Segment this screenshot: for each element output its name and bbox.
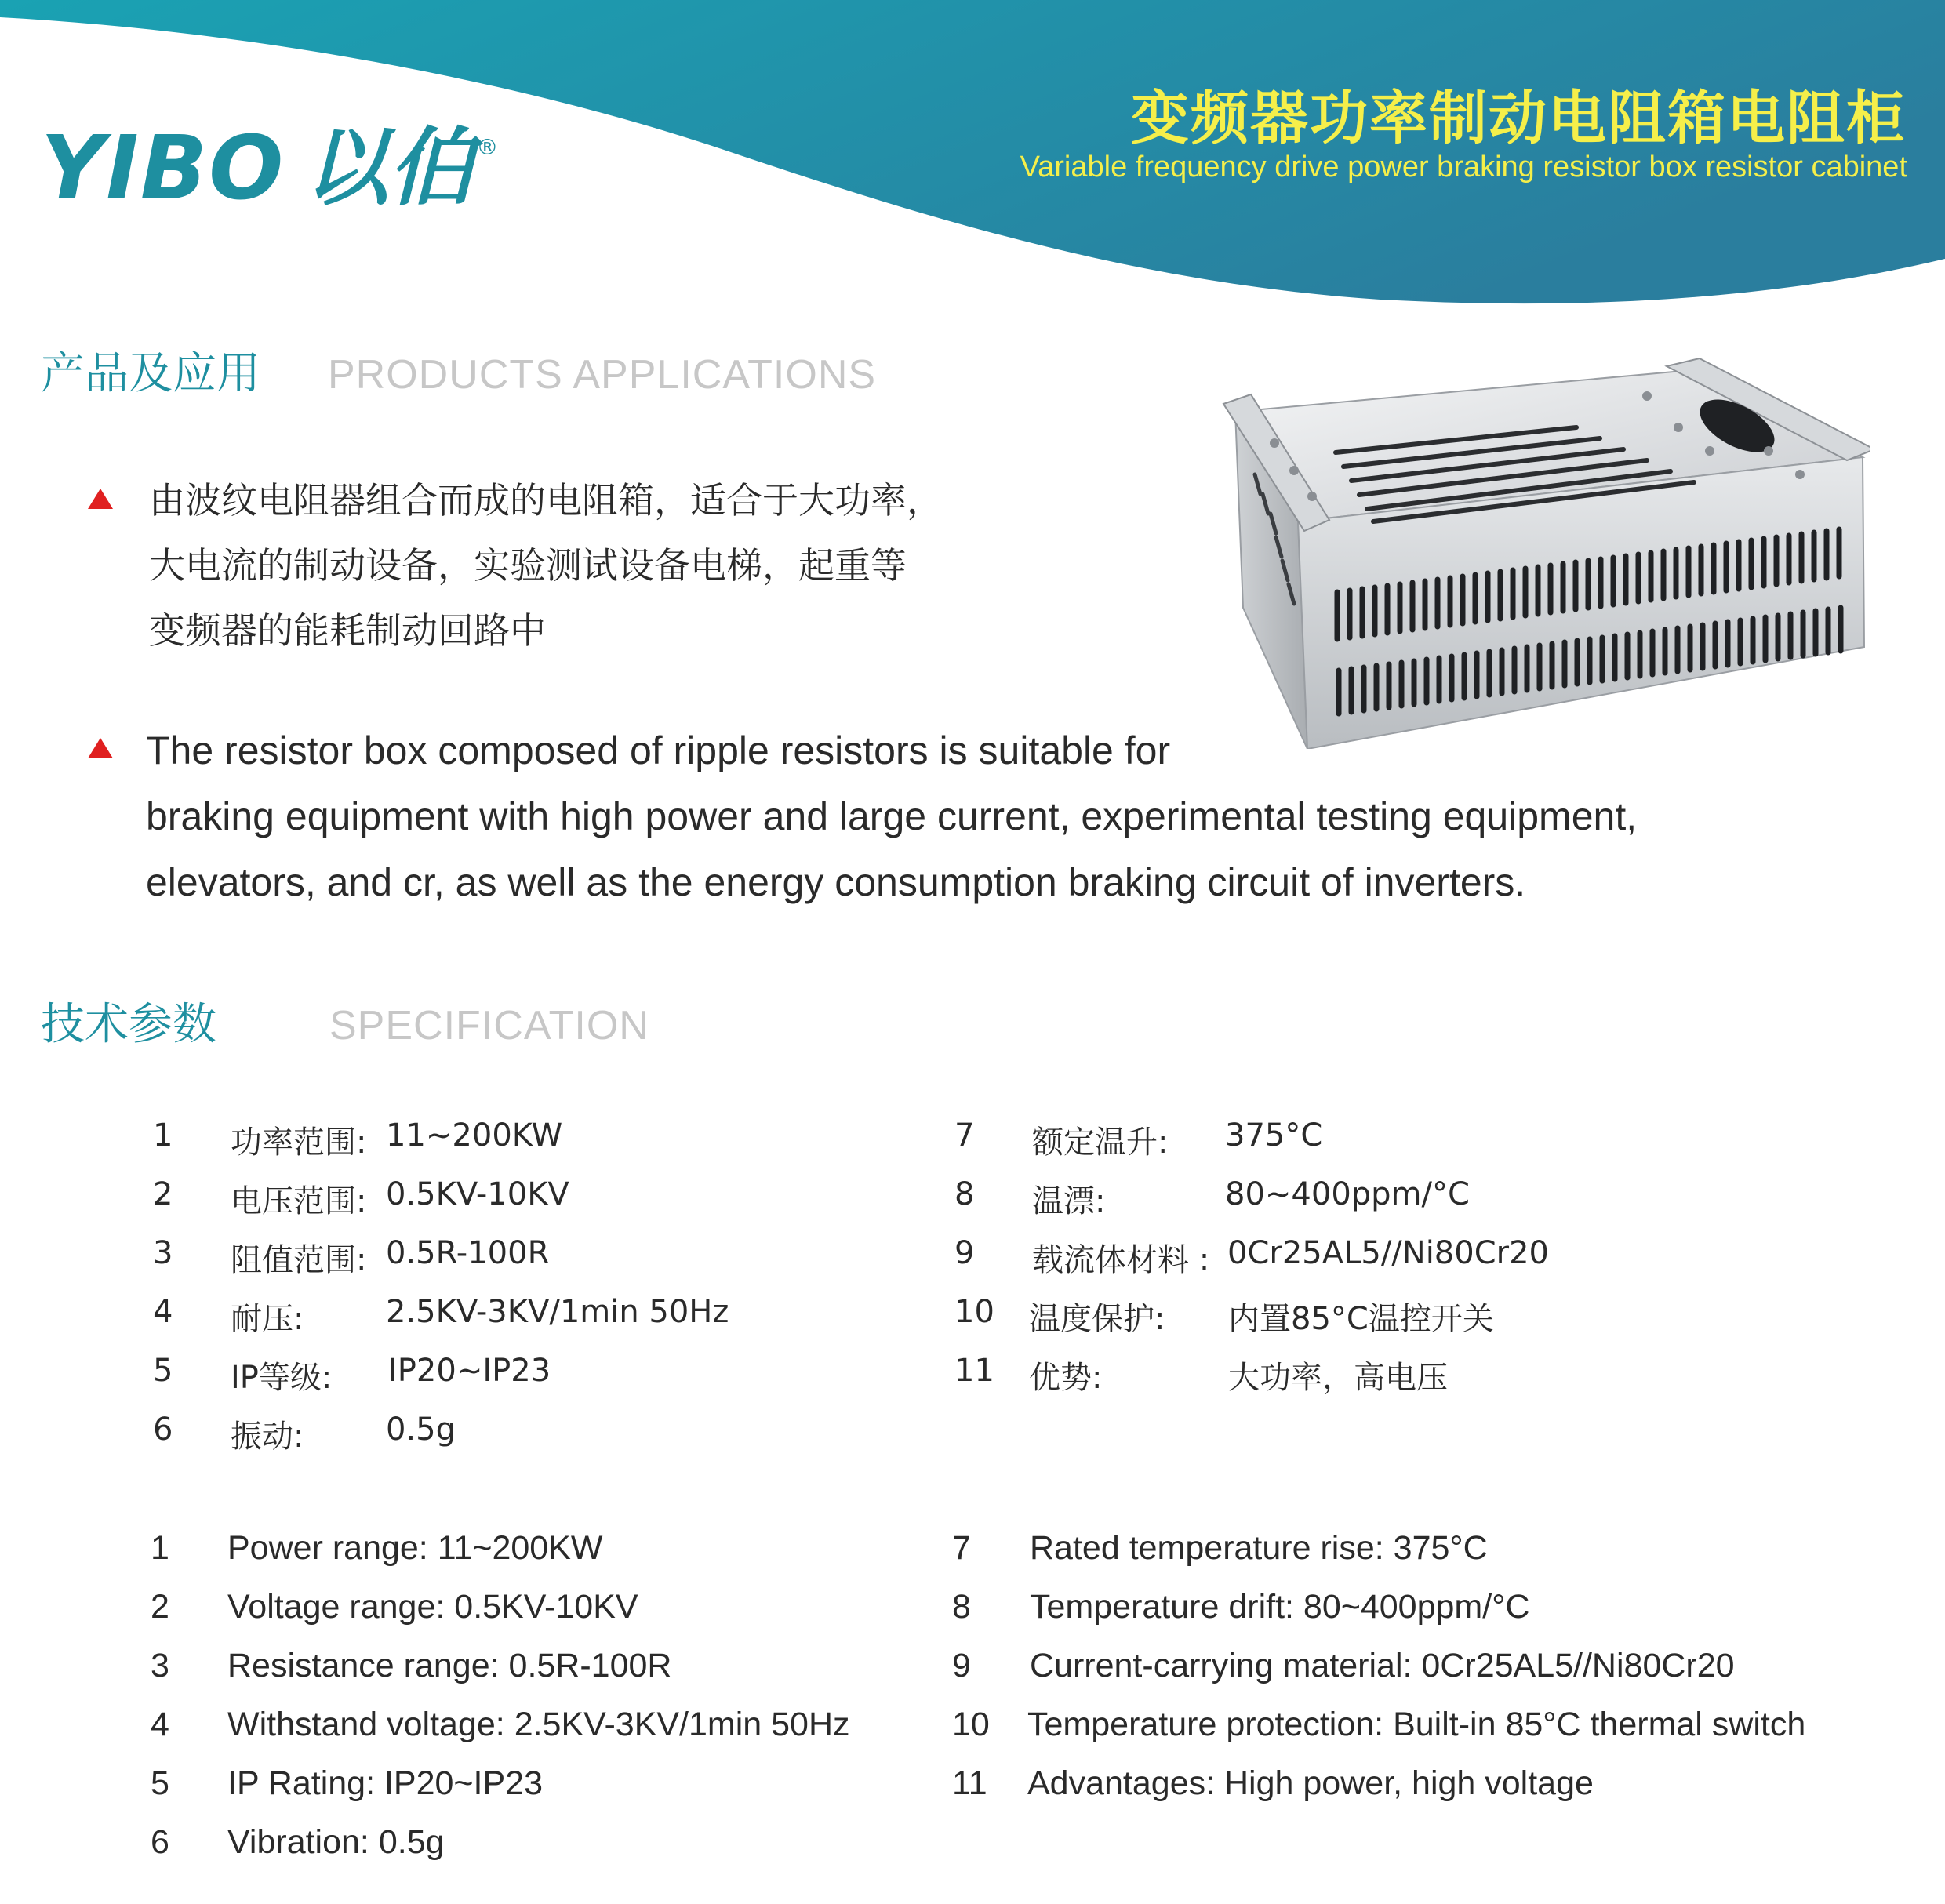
spec-value: 0.5g <box>386 1412 456 1448</box>
spec-label: 振动: <box>231 1419 304 1455</box>
spec-heading-en: SPECIFICATION <box>329 1003 649 1048</box>
spec-num: 1 <box>153 1117 173 1154</box>
spec-value: IP20~IP23 <box>388 1353 551 1389</box>
spec-num: 10 <box>952 1706 990 1743</box>
spec-value: 80~400ppm/°C <box>1225 1176 1470 1212</box>
spec-num: 7 <box>952 1529 971 1567</box>
products-bullet-cn <box>88 468 1090 663</box>
spec-num: 2 <box>153 1176 173 1212</box>
products-heading-en: PRODUCTS APPLICATIONS <box>328 352 877 398</box>
spec-value: 375°C <box>1225 1117 1323 1154</box>
products-text-cn-line: 由波纹电阻器组合而成的电阻箱，适合于大功率， <box>149 479 943 521</box>
products-text-cn <box>149 468 1090 663</box>
spec-num: 10 <box>954 1294 994 1330</box>
spec-num: 9 <box>954 1235 975 1271</box>
spec-text: Temperature drift: 80~400ppm/°C <box>1030 1588 1530 1626</box>
spec-value: 0Cr25AL5//Ni80Cr20 <box>1227 1235 1549 1271</box>
spec-num: 6 <box>153 1412 173 1448</box>
spec-label: 优势: <box>1029 1360 1103 1396</box>
spec-num: 8 <box>954 1176 975 1212</box>
spec-value: 0.5KV-10KV <box>386 1176 569 1212</box>
spec-num: 2 <box>151 1588 169 1626</box>
spec-label: 温漂: <box>1032 1183 1106 1219</box>
red-triangle-bullet-icon <box>88 738 113 758</box>
spec-label: 额定温升: <box>1032 1125 1169 1161</box>
spec-label: 功率范围: <box>231 1125 367 1161</box>
products-text-en-line: elevators, and cr, as well as the energy consumption braking circuit of inverters. <box>146 860 1526 904</box>
spec-text: Withstand voltage: 2.5KV-3KV/1min 50Hz <box>227 1706 850 1743</box>
spec-num: 3 <box>153 1235 173 1271</box>
spec-heading-cn: 技术参数 <box>41 999 216 1050</box>
spec-text: Resistance range: 0.5R-100R <box>227 1647 672 1684</box>
spec-num: 3 <box>151 1647 169 1684</box>
spec-num: 7 <box>954 1117 975 1154</box>
spec-value: 2.5KV-3KV/1min 50Hz <box>386 1294 729 1330</box>
products-text-cn-line: 大电流的制动设备，实验测试设备电梯，起重等 <box>149 544 907 587</box>
spec-text: Voltage range: 0.5KV-10KV <box>227 1588 638 1626</box>
spec-text: Rated temperature rise: 375°C <box>1030 1529 1488 1567</box>
spec-label: IP等级: <box>231 1360 333 1396</box>
logo-latin-text: YIBO <box>41 118 285 220</box>
spec-num: 11 <box>952 1764 987 1802</box>
spec-num: 8 <box>952 1588 971 1626</box>
spec-text: Temperature protection: Built-in 85°C thermal switch <box>1027 1706 1806 1743</box>
spec-label: 电压范围: <box>231 1183 367 1219</box>
spec-text: Current-carrying material: 0Cr25AL5//Ni80Cr20 <box>1030 1647 1735 1684</box>
products-text-en-line: The resistor box composed of ripple resistors is suitable for <box>146 729 1171 772</box>
products-text-en-line: braking equipment with high power and large current, experimental testing equipment, <box>146 794 1638 838</box>
products-text-cn-line: 变频器的能耗制动回路中 <box>149 609 546 652</box>
spec-text: IP Rating: IP20~IP23 <box>227 1764 544 1802</box>
resistor-box-image <box>1220 357 1870 749</box>
spec-label: 阻值范围: <box>231 1242 367 1278</box>
page-title-cn: 变频器功率制动电阻箱电阻柜 <box>1131 85 1906 152</box>
spec-text: Advantages: High power, high voltage <box>1027 1764 1594 1802</box>
registered-mark: ® <box>476 134 499 160</box>
spec-num: 1 <box>151 1529 169 1567</box>
spec-heading <box>41 990 649 1052</box>
products-heading <box>41 339 876 402</box>
spec-value: 内置85°C温控开关 <box>1228 1301 1494 1337</box>
spec-label: 温度保护: <box>1029 1301 1165 1337</box>
spec-value: 大功率，高电压 <box>1228 1360 1448 1396</box>
spec-num: 4 <box>151 1706 169 1743</box>
spec-num: 11 <box>954 1353 994 1389</box>
spec-num: 9 <box>952 1647 971 1684</box>
spec-value: 11~200KW <box>386 1117 563 1154</box>
spec-text: Vibration: 0.5g <box>227 1823 445 1861</box>
spec-num: 4 <box>153 1294 173 1330</box>
page-title-en: Variable frequency drive power braking resistor box resistor cabinet <box>1020 151 1907 183</box>
spec-value: 0.5R-100R <box>386 1235 550 1271</box>
spec-num: 5 <box>151 1764 169 1802</box>
logo-cjk-text: 以伯 <box>304 119 474 217</box>
spec-text: Power range: 11~200KW <box>227 1529 603 1567</box>
spec-label: 载流体材料 : <box>1032 1242 1210 1278</box>
spec-num: 5 <box>153 1353 173 1389</box>
products-heading-cn: 产品及应用 <box>41 348 260 399</box>
red-triangle-bullet-icon <box>88 489 113 509</box>
brand-logo <box>41 118 498 220</box>
spec-num: 6 <box>151 1823 169 1861</box>
spec-label: 耐压: <box>231 1301 304 1337</box>
